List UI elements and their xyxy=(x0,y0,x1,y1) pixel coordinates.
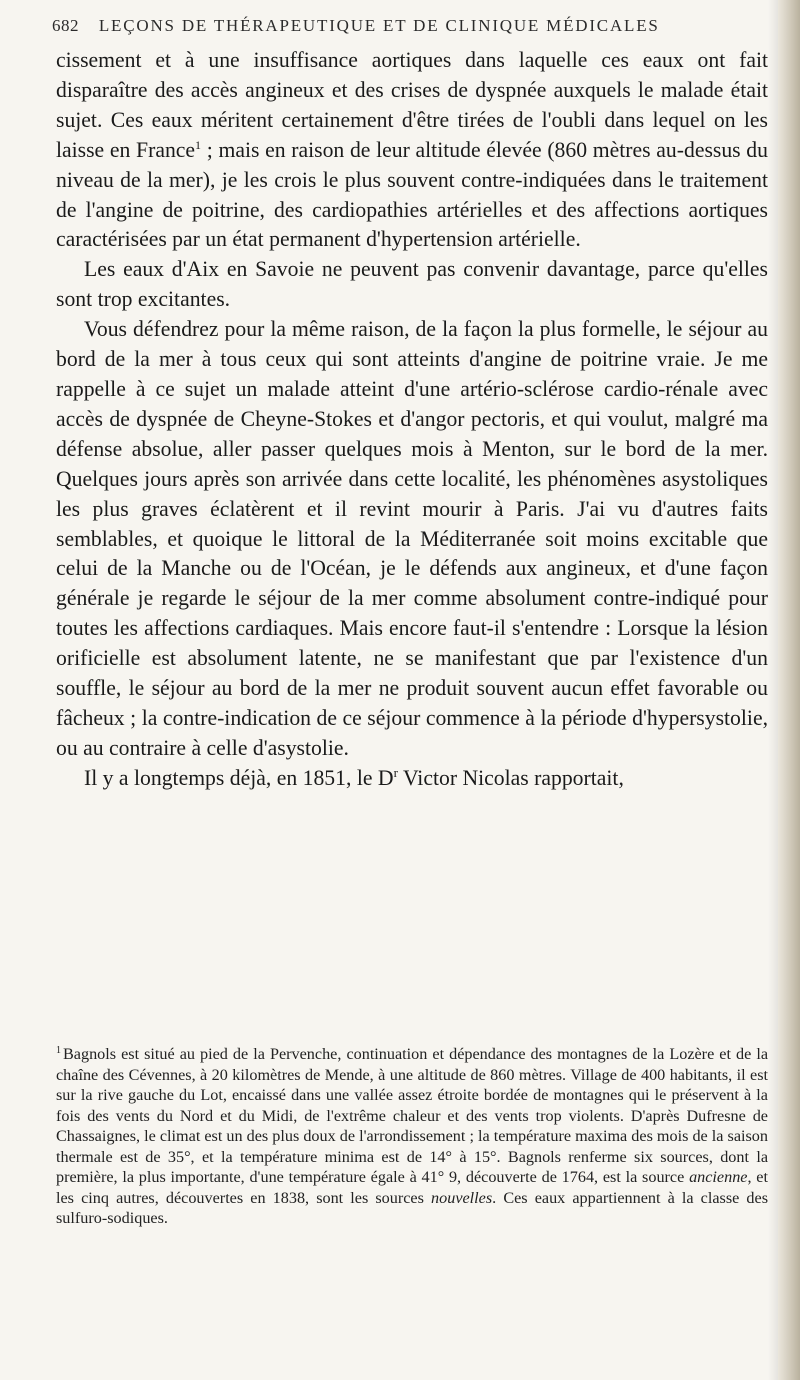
paragraph-text-continued: Victor Nicolas rapportait, xyxy=(397,765,624,790)
paragraph-4 xyxy=(56,764,768,794)
body-text xyxy=(56,46,768,794)
footnote-italic-term: nouvelles xyxy=(431,1188,493,1207)
page-gutter-shadow xyxy=(768,0,778,1380)
running-head xyxy=(52,16,772,42)
paragraph-2 xyxy=(56,255,768,315)
paragraph-text: Les eaux d'Aix en Savoie ne peuvent pas convenir davantage, parce qu'elles sont trop excitantes. xyxy=(56,257,768,312)
paragraph-text-continued: ; mais en raison de leur altitude élevée (860 mètres au-dessus du niveau de la mer), je les crois le plus souvent contre-indiquées dans le traitement de l'angine de poitrine, des cardiopathies artérielles et des affections aortiques caractérisées par un état permanent d'hypertension artérielle. xyxy=(56,137,768,252)
paragraph-text: Vous défendrez pour la même raison, de la façon la plus formelle, le séjour au bord de la mer à tous ceux qui sont atteints d'angine de poitrine vraie. Je me rappelle à ce sujet un malade atteint d'une artério-sclérose cardio-rénale avec accès de dyspnée de Cheyne-Stokes et d'angor pectoris, et qui voulut, malgré ma défense absolue, aller passer quelques mois à Menton, sur le bord de la mer. Quelques jours après son arrivée dans cette localité, les phénomènes asystoliques les plus graves éclatèrent et il revint mourir à Paris. J'ai vu d'autres faits semblables, et quoique le littoral de la Méditerranée soit moins excitable que celui de la Manche ou de l'Océan, je le défends aux angineux, et d'une façon générale je regarde le séjour de la mer comme absolument contre-indiqué pour toutes les affections cardiaques. Mais encore faut-il s'entendre : Lorsque la lésion orificielle est absolument latente, ne se manifestant que par l'existence d'un souffle, le séjour au bord de la mer ne produit souvent aucun effet favorable ou fâcheux ; la contre-indication de ce séjour commence à la période d'hypersystolie, ou au contraire à celle d'asystolie. xyxy=(56,317,768,760)
footnote-text: . Ces eaux appartiennent à la classe des sulfuro-sodiques. xyxy=(56,1188,768,1227)
footnote-text: , et les cinq autres, découvertes en 1838, sont les sources xyxy=(56,1168,768,1207)
footnote xyxy=(56,1044,768,1229)
footnote-text: Bagnols est situé au pied de la Pervenche, continuation et dépendance des montagnes de la Lozère et de la chaîne des Cévennes, à 20 kilomètres de Mende, à une altitude de 860 mètres. Village de 400 habitants, il est sur la rive gauche du Lot, encaissé dans une vallée assez étroite bordée de montagnes qui le préservent à la fois des vents du Nord et du Midi, de l'extrême chaleur et des vents trop violents. D'après Dufresne de Chassaignes, le climat est un des plus doux de l'arrondissement ; la température maxima des mois de la saison thermale est de 35°, et la température minima est de 14° à 15°. Bagnols renferme six sources, dont la première, la plus importante, d'une température égale à 41° 9, découverte de 1764, est la source xyxy=(56,1045,768,1186)
footnote-reference[interactable]: 1 xyxy=(195,137,202,152)
doctor-abbrev-superscript: r xyxy=(393,764,398,780)
page-edge xyxy=(778,0,800,1380)
paragraph-3 xyxy=(56,315,768,764)
paragraph-text: cissement et à une insuffisance aortiques dans laquelle ces eaux ont fait disparaître des accès angineux et des crises de dyspnée auxquels le malade était sujet. Ces eaux méritent certainement d'être tirées de l'oubli dans lequel on les laisse en France xyxy=(56,48,768,162)
running-title: LEÇONS DE THÉRAPEUTIQUE ET DE CLINIQUE MÉDICALES xyxy=(98,16,660,35)
paragraph-1 xyxy=(56,46,768,255)
footnote-italic-term: ancienne xyxy=(689,1168,748,1186)
paragraph-text: Il y a longtemps déjà, en 1851, le D xyxy=(84,765,394,790)
page-number: 682 xyxy=(52,16,79,35)
footnote-mark: 1 xyxy=(56,1044,61,1056)
